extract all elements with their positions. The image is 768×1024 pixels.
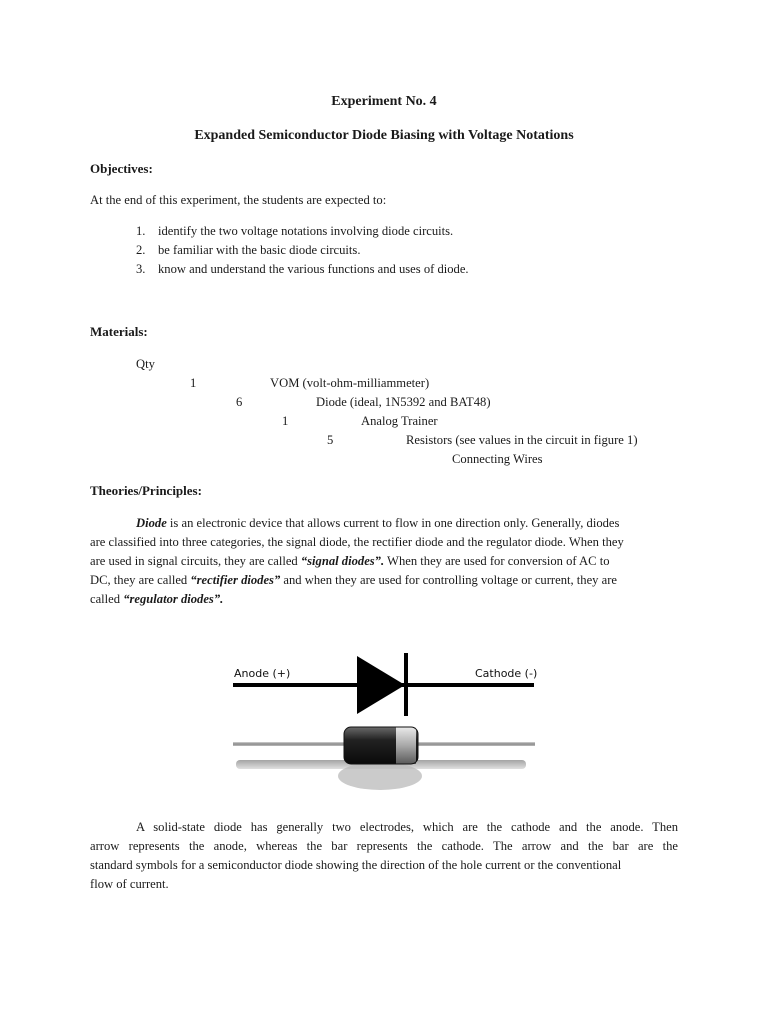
- paragraph-line: called “regulator diodes”.: [90, 592, 224, 606]
- objectives-heading: Objectives:: [90, 161, 153, 176]
- paragraph-line: are used in signal circuits, they are called “signal diodes”. When they are used for conversion of AC to: [90, 554, 610, 568]
- diode-arrow-icon: [357, 656, 405, 714]
- objective-number: 2.: [136, 243, 146, 257]
- material-qty: 5: [327, 433, 334, 447]
- material-qty: 1: [190, 376, 197, 390]
- diode-cathode-band-icon: [396, 727, 416, 764]
- objective-text: identify the two voltage notations involving diode circuits.: [158, 224, 454, 238]
- material-name: VOM (volt-ohm-milliammeter): [270, 376, 430, 390]
- material-name: Diode (ideal, 1N5392 and BAT48): [316, 395, 491, 409]
- objective-text: be familiar with the basic diode circuits.: [158, 243, 361, 257]
- objectives-intro: At the end of this experiment, the students are expected to:: [90, 193, 387, 207]
- diode-body-shadow: [338, 762, 422, 790]
- paragraph-line: are classified into three categories, the signal diode, the rectifier diode and the regulator diode. When they: [90, 535, 624, 549]
- material-qty: 1: [282, 414, 289, 428]
- paragraph-line: arrow represents the anode, whereas the bar represents the cathode. The arrow and the bar are the: [90, 839, 678, 853]
- material-name: Analog Trainer: [361, 414, 438, 428]
- term-regulator-diodes: “regulator diodes”.: [123, 592, 224, 606]
- theories-heading: Theories/Principles:: [90, 483, 202, 498]
- material-name: Resistors (see values in the circuit in figure 1): [406, 433, 638, 447]
- materials-heading: Materials:: [90, 324, 148, 339]
- paragraph-line: Diode is an electronic device that allows current to flow in one direction only. Generally, diodes: [136, 516, 620, 530]
- cathode-label: Cathode (-): [475, 667, 538, 680]
- objective-text: know and understand the various functions and uses of diode.: [158, 262, 469, 276]
- paragraph-line: standard symbols for a semiconductor diode showing the direction of the hole current or the conventional: [90, 858, 622, 872]
- objective-number: 1.: [136, 224, 146, 238]
- anode-label: Anode (+): [234, 667, 291, 680]
- term-signal-diodes: “signal diodes”.: [300, 554, 385, 568]
- qty-label: Qty: [136, 357, 155, 371]
- paragraph-line: DC, they are called “rectifier diodes” and when they are used for controlling voltage or current, they are: [90, 573, 618, 587]
- theory-paragraph-2: [90, 818, 678, 894]
- material-qty: 6: [236, 395, 243, 409]
- paragraph-line: flow of current.: [90, 877, 169, 891]
- objective-number: 3.: [136, 262, 146, 276]
- experiment-title: Expanded Semiconductor Diode Biasing with Voltage Notations: [194, 128, 574, 143]
- term-rectifier-diodes: “rectifier diodes”: [190, 573, 281, 587]
- experiment-number: Experiment No. 4: [331, 94, 437, 109]
- paragraph-line: A solid-state diode has generally two electrodes, which are the cathode and the anode. Then: [136, 820, 678, 834]
- material-name: Connecting Wires: [452, 452, 543, 466]
- term-diode: Diode: [136, 516, 167, 530]
